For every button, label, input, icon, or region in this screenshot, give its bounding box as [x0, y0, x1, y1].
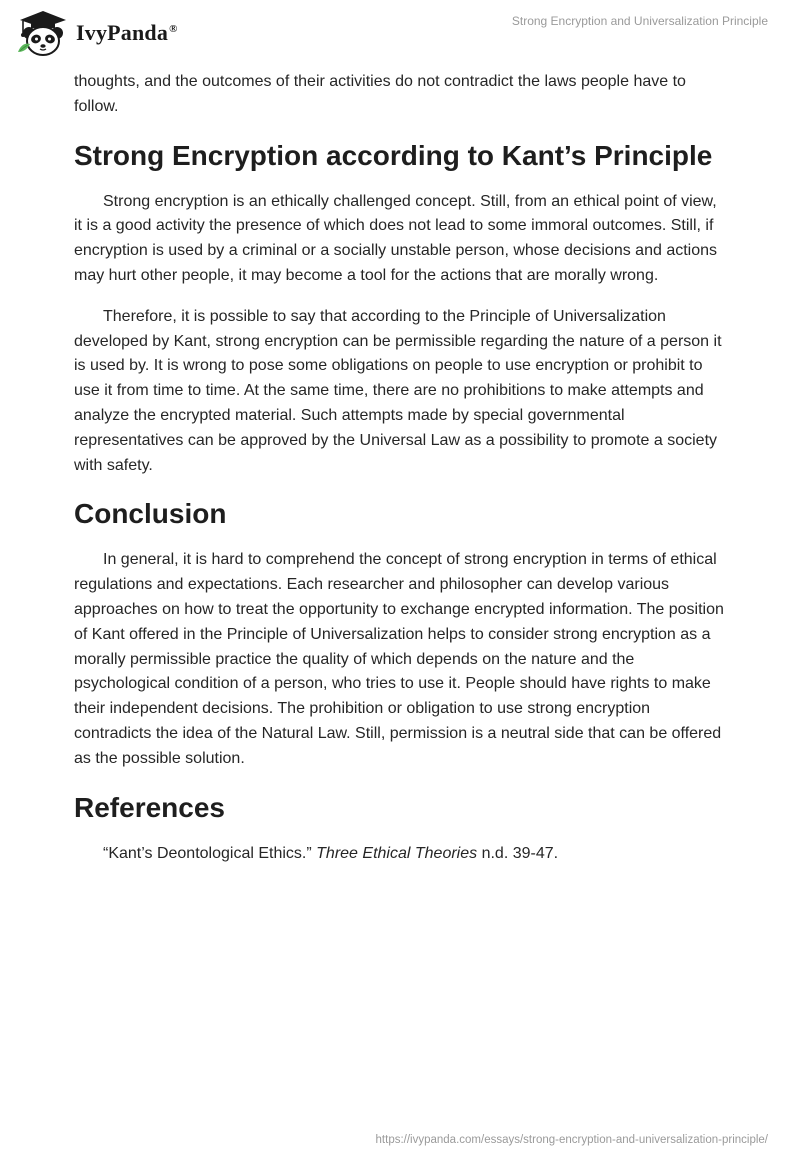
- reference-title: “Kant’s Deontological Ethics.”: [103, 844, 312, 862]
- logo-text: IvyPanda®: [76, 20, 178, 45]
- section-heading-conclusion: Conclusion: [74, 498, 227, 530]
- source-url[interactable]: https://ivypanda.com/essays/strong-encryption-and-universalization-principle/: [375, 1134, 768, 1146]
- section-heading-references: References: [74, 791, 225, 823]
- paragraph: Strong encryption is an ethically challenged concept. Still, from an ethical point of view, it is a good activity the presence of which does not lead to some immoral outcomes. Still, if encryption is used by a criminal or a socially unstable person, whose decisions and actions may hurt other people, it may become a tool for the actions that are morally wrong.: [74, 192, 718, 284]
- intro-paragraph-tail: thoughts, and the outcomes of their activities do not contradict the laws people have to follow.: [74, 73, 686, 115]
- panda-graduate-icon: [14, 8, 72, 58]
- document-title: Strong Encryption and Universalization Principle: [511, 14, 768, 28]
- reference-source: Three Ethical Theories: [316, 844, 478, 862]
- reference-details: n.d. 39-47.: [481, 844, 559, 862]
- paragraph: In general, it is hard to comprehend the concept of strong encryption in terms of ethical regulations and expectations. Each researcher and philosopher can develop various approaches on how to treat the opportunity to exchange encrypted information. The position of Kant offered in the Principle of Universalization helps to consider strong encryption as a morally permissible practice the quality of which depends on the nature and the psychological condition of a person, who tries to use it. People should have rights to make their independent decisions. The prohibition or obligation to use strong encryption contradicts the idea of the Natural Law. Still, permission is a neutral side that can be offered as the possible solution.: [74, 551, 724, 767]
- ivypanda-logo[interactable]: [14, 8, 178, 58]
- paragraph: Therefore, it is possible to say that according to the Principle of Universalization developed by Kant, strong encryption can be permissible regarding the nature of a person it is used by. It is wrong to pose some obligations on people to use encryption or prohibit to use it from time to time. At the same time, there are no prohibitions to make attempts and analyze the encrypted material. Such attempts made by special governmental representatives can be approved by the Universal Law as a possibility to promote a society with safety.: [74, 307, 722, 474]
- essay-content: [74, 70, 726, 882]
- section-heading-kant-principle: Strong Encryption according to Kant’s Principle: [74, 139, 713, 171]
- reference-entry: [74, 842, 726, 867]
- page-header: [0, 0, 800, 62]
